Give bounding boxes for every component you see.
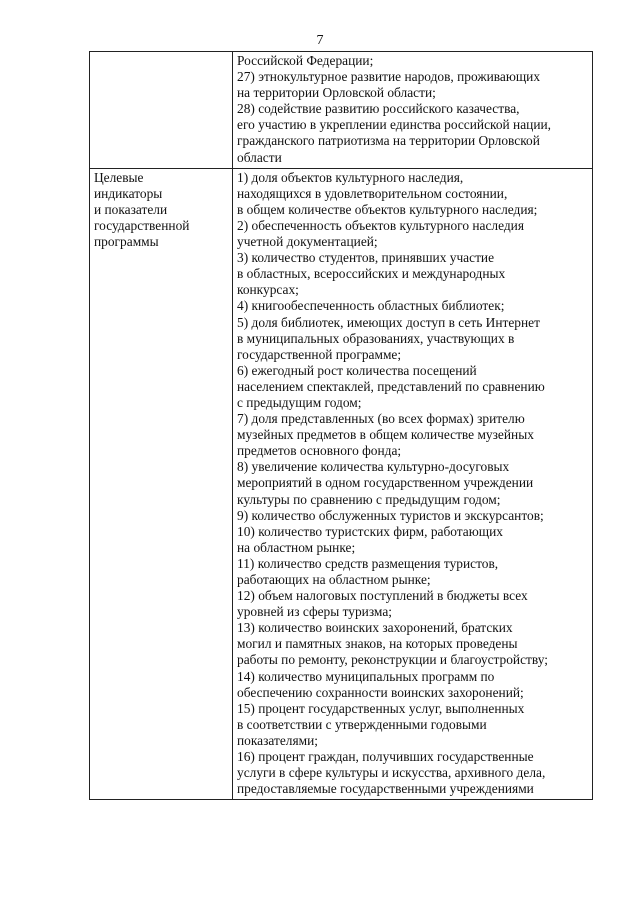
text-line: на территории Орловской области; [237,85,436,101]
indicator-line: работающих на областном рынке; [237,572,431,587]
indicator-line: находящихся в удовлетворительном состоянии, [237,185,508,201]
indicator-line: 9) количество обслуженных туристов и экскурсантов; [237,507,544,523]
indicator-line: 15) процент государственных услуг, выполненных [237,700,525,716]
indicator-line: в муниципальных образованиях, участвующих в [237,330,515,346]
indicator-line: 13) количество воинских захоронений, братских [237,620,513,636]
row-content-cell [233,52,593,169]
row-content-cell [233,168,593,800]
row-label-line: государственной [94,217,190,233]
indicator-line: в соответствии с утвержденными годовыми [237,716,487,732]
indicator-line: 10) количество туристских фирм, работающих [237,523,503,539]
indicator-line: 1) доля объектов культурного наследия, [237,169,464,185]
indicator-line: в общем количестве объектов культурного наследия; [237,201,538,217]
row-label-line: и показатели [94,201,168,217]
indicator-line: конкурсах; [237,282,299,298]
indicator-line: 4) книгообеспеченность областных библиотек; [237,298,505,314]
table-row [90,168,593,800]
indicator-line: населением спектаклей, представлений по сравнению [237,378,545,394]
row-label-cell [90,168,233,800]
indicator-line: учетной документацией; [237,234,378,250]
text-line: 28) содействие развитию российского казачества, [237,101,520,117]
row-label-cell [90,52,233,169]
indicator-line: 12) объем налоговых поступлений в бюджеты всех [237,588,528,604]
indicator-line: работы по ремонту, реконструкции и благоустройству; [237,652,548,668]
indicator-line: обеспечению сохранности воинских захоронений; [237,684,524,700]
indicator-line: культуры по сравнению с предыдущим годом; [237,491,501,507]
indicator-line: показателями; [237,732,318,748]
indicator-line: 16) процент граждан, получивших государственные [237,749,534,765]
indicator-line: 5) доля библиотек, имеющих доступ в сеть Интернет [237,314,540,330]
text-line: 27) этнокультурное развитие народов, проживающих [237,69,541,85]
indicator-line: 7) доля представленных (во всех формах) зрителю [237,411,525,427]
indicator-line: 2) обеспеченность объектов культурного наследия [237,217,525,233]
indicator-line: в областных, всероссийских и международных [237,266,506,282]
indicator-line: уровней из сферы туризма; [237,604,392,620]
row-label-line: индикаторы [94,185,163,201]
text-line: его участию в укреплении единства российской нации, [237,117,551,133]
indicator-line: предметов основного фонда; [237,443,402,459]
page-number: 7 [316,33,324,48]
row-label-line: Целевые [94,169,144,185]
row-label-line: программы [94,234,159,250]
indicator-line: 8) увеличение количества культурно-досуговых [237,459,510,475]
indicator-line: 6) ежегодный рост количества посещений [237,362,477,378]
indicator-line: государственной программе; [237,346,402,362]
text-line: Российской Федерации; [237,53,374,68]
table-row [90,52,593,169]
indicator-line: 11) количество средств размещения туристов, [237,555,499,571]
indicator-line: могил и памятных знаков, на которых проведены [237,636,518,652]
indicator-line: услуги в сфере культуры и искусства, архивного дела, [237,765,546,781]
indicator-line: 3) количество студентов, принявших участие [237,250,495,266]
indicator-line: предоставляемые государственными учреждениями [237,781,534,797]
text-line: области [237,149,282,165]
indicator-line: с предыдущим годом; [237,394,362,410]
program-passport-table [89,51,593,800]
indicator-line: музейных предметов в общем количестве музейных [237,427,534,443]
indicator-line: мероприятий в одном государственном учреждении [237,475,534,491]
indicator-line: 14) количество муниципальных программ по [237,668,495,684]
indicator-line: на областном рынке; [237,539,356,555]
text-line: гражданского патриотизма на территории Орловской [237,133,540,149]
